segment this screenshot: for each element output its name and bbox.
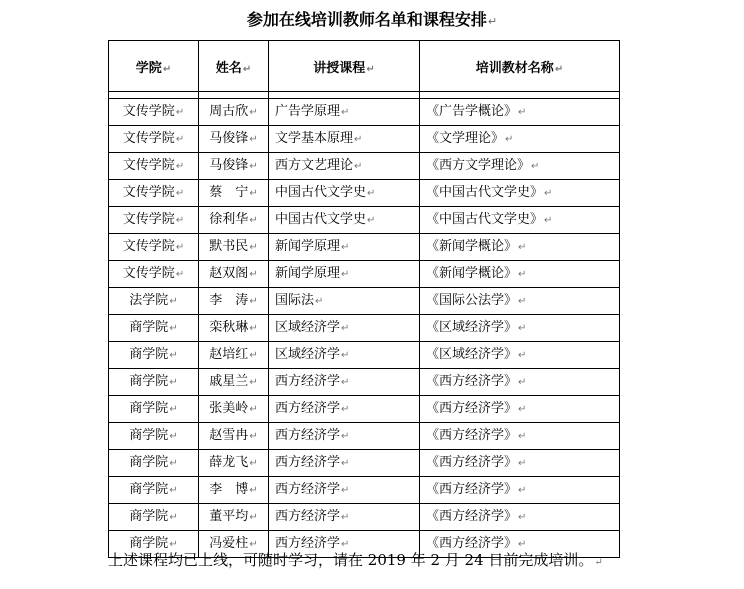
cell-teacher-name: 徐利华↵	[199, 207, 269, 234]
cell-textbook: 《区域经济学》↵	[420, 315, 620, 342]
table-row	[109, 153, 620, 180]
cell-textbook: 《西方经济学》↵	[420, 369, 620, 396]
cell-college: 文传学院↵	[109, 180, 199, 207]
cell-course: 新闻学原理↵	[269, 234, 420, 261]
table-row	[109, 288, 620, 315]
cell-course: 文学基本原理↵	[269, 126, 420, 153]
cell-textbook: 《国际公法学》↵	[420, 288, 620, 315]
cell-course: 中国古代文学史↵	[269, 207, 420, 234]
cell-course: 广告学原理↵	[269, 99, 420, 126]
cell-textbook: 《新闻学概论》↵	[420, 234, 620, 261]
cell-college: 文传学院↵	[109, 261, 199, 288]
cell-college: 商学院↵	[109, 315, 199, 342]
cell-teacher-name: 蔡 宁↵	[199, 180, 269, 207]
cell-college: 商学院↵	[109, 342, 199, 369]
header-college: 学院↵	[109, 41, 199, 92]
cell-teacher-name: 董平均↵	[199, 504, 269, 531]
cell-textbook: 《中国古代文学史》↵	[420, 207, 620, 234]
header-course: 讲授课程↵	[269, 41, 420, 92]
cell-college: 文传学院↵	[109, 207, 199, 234]
cell-course: 西方经济学↵	[269, 531, 420, 558]
cell-course: 西方文艺理论↵	[269, 153, 420, 180]
cell-textbook: 《西方经济学》↵	[420, 531, 620, 558]
cell-textbook: 《西方文学理论》↵	[420, 153, 620, 180]
cell-teacher-name: 李 博↵	[199, 477, 269, 504]
paragraph-mark-icon: ↵	[487, 15, 498, 28]
cell-textbook: 《西方经济学》↵	[420, 423, 620, 450]
cell-textbook: 《广告学概论》↵	[420, 99, 620, 126]
teacher-course-table	[108, 40, 620, 558]
cell-course: 西方经济学↵	[269, 423, 420, 450]
cell-course: 西方经济学↵	[269, 477, 420, 504]
cell-teacher-name: 马俊锋↵	[199, 153, 269, 180]
cell-textbook: 《西方经济学》↵	[420, 477, 620, 504]
table-row	[109, 477, 620, 504]
cell-teacher-name: 薛龙飞↵	[199, 450, 269, 477]
cell-course: 区域经济学↵	[269, 342, 420, 369]
table-row	[109, 315, 620, 342]
table-row	[109, 234, 620, 261]
cell-teacher-name: 赵双阁↵	[199, 261, 269, 288]
header-name: 姓名↵	[199, 41, 269, 92]
table-body	[109, 99, 620, 558]
document-title	[0, 9, 744, 33]
cell-college: 文传学院↵	[109, 126, 199, 153]
cell-college: 商学院↵	[109, 531, 199, 558]
cell-textbook: 《中国古代文学史》↵	[420, 180, 620, 207]
cell-textbook: 《西方经济学》↵	[420, 396, 620, 423]
cell-college: 文传学院↵	[109, 153, 199, 180]
table-row	[109, 423, 620, 450]
cell-college: 商学院↵	[109, 369, 199, 396]
cell-teacher-name: 默书民↵	[199, 234, 269, 261]
cell-college: 法学院↵	[109, 288, 199, 315]
footer-note: 上述课程均已上线，可随时学习，请在 2019 年 2 月 24 日前完成培训。↵	[108, 551, 603, 569]
cell-course: 区域经济学↵	[269, 315, 420, 342]
cell-college: 商学院↵	[109, 450, 199, 477]
cell-college: 商学院↵	[109, 504, 199, 531]
cell-college: 商学院↵	[109, 396, 199, 423]
cell-college: 商学院↵	[109, 477, 199, 504]
cell-textbook: 《文学理论》↵	[420, 126, 620, 153]
cell-textbook: 《西方经济学》↵	[420, 504, 620, 531]
cell-textbook: 《新闻学概论》↵	[420, 261, 620, 288]
cell-college: 文传学院↵	[109, 234, 199, 261]
table-row	[109, 369, 620, 396]
cell-course: 西方经济学↵	[269, 504, 420, 531]
cell-teacher-name: 栾秋琳↵	[199, 315, 269, 342]
cell-course: 西方经济学↵	[269, 369, 420, 396]
header-spacer-row	[109, 92, 620, 99]
cell-college: 文传学院↵	[109, 99, 199, 126]
cell-textbook: 《西方经济学》↵	[420, 450, 620, 477]
table-row	[109, 261, 620, 288]
table-row	[109, 504, 620, 531]
cell-textbook: 《区域经济学》↵	[420, 342, 620, 369]
table-row	[109, 126, 620, 153]
table-row	[109, 180, 620, 207]
table-row	[109, 342, 620, 369]
cell-teacher-name: 冯爱柱↵	[199, 531, 269, 558]
table-header-row	[109, 41, 620, 92]
cell-teacher-name: 李 涛↵	[199, 288, 269, 315]
table-row	[109, 450, 620, 477]
cell-course: 西方经济学↵	[269, 450, 420, 477]
cell-course: 新闻学原理↵	[269, 261, 420, 288]
cell-course: 西方经济学↵	[269, 396, 420, 423]
cell-teacher-name: 张美岭↵	[199, 396, 269, 423]
cell-college: 商学院↵	[109, 423, 199, 450]
title-text: 参加在线培训教师名单和课程安排	[246, 10, 487, 29]
table-row	[109, 396, 620, 423]
cell-course: 中国古代文学史↵	[269, 180, 420, 207]
cell-teacher-name: 赵雪冉↵	[199, 423, 269, 450]
cell-course: 国际法↵	[269, 288, 420, 315]
table-row	[109, 99, 620, 126]
cell-teacher-name: 马俊锋↵	[199, 126, 269, 153]
cell-teacher-name: 周古欣↵	[199, 99, 269, 126]
header-textbook: 培训教材名称↵	[420, 41, 620, 92]
table-row	[109, 207, 620, 234]
cell-teacher-name: 戚星兰↵	[199, 369, 269, 396]
cell-teacher-name: 赵培红↵	[199, 342, 269, 369]
